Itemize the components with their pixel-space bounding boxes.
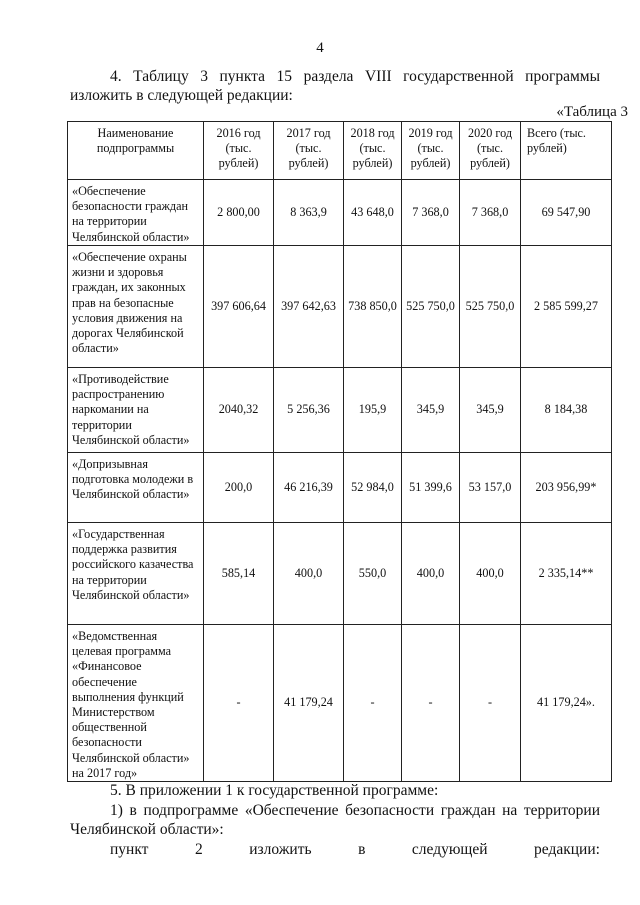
row-name: «Ведомственная целевая программа «Финансовое обеспечение выполнения функций Министерством общественной безопасности Челябинской области» на 2017 год» (68, 625, 204, 782)
cell-2017: 5 256,36 (274, 368, 344, 453)
row-name: «Допризывная подготовка молодежи в Челябинской области» (68, 453, 204, 523)
cell-total: 203 956,99* (521, 453, 612, 523)
cell-total: 41 179,24». (521, 625, 612, 782)
cell-2020: - (460, 625, 521, 782)
cell-2018: 43 648,0 (344, 180, 402, 246)
header-2016: 2016 год (тыс. рублей) (204, 122, 274, 180)
intro-line-1: 4. Таблицу 3 пункта 15 раздела VIII государственной программы (110, 68, 600, 85)
word: следующей (411, 840, 488, 858)
paragraph-5: 5. В приложении 1 к государственной программе: (110, 782, 439, 799)
cell-2020: 400,0 (460, 523, 521, 625)
row-name: «Государственная поддержка развития российского казачества на территории Челябинской области» (68, 523, 204, 625)
cell-2016: 2 800,00 (204, 180, 274, 246)
word: изложить (249, 840, 312, 858)
cell-2017: 41 179,24 (274, 625, 344, 782)
cell-2016: 200,0 (204, 453, 274, 523)
cell-2018: - (344, 625, 402, 782)
header-2020: 2020 год (тыс. рублей) (460, 122, 521, 180)
paragraph-point-2 (70, 840, 600, 860)
cell-2020: 53 157,0 (460, 453, 521, 523)
cell-total: 69 547,90 (521, 180, 612, 246)
header-total: Всего (тыс. рублей) (521, 122, 612, 180)
cell-2016: 585,14 (204, 523, 274, 625)
cell-2018: 550,0 (344, 523, 402, 625)
cell-total: 8 184,38 (521, 368, 612, 453)
intro-paragraph (70, 67, 600, 105)
cell-2019: 345,9 (402, 368, 460, 453)
row-name: «Противодействие распространению наркомании на территории Челябинской области» (68, 368, 204, 453)
header-2017: 2017 год (тыс. рублей) (274, 122, 344, 180)
table-row (68, 368, 612, 453)
cell-2020: 525 750,0 (460, 246, 521, 368)
table-row (68, 180, 612, 246)
cell-2017: 400,0 (274, 523, 344, 625)
table-row (68, 246, 612, 368)
cell-2017: 397 642,63 (274, 246, 344, 368)
header-2018: 2018 год (тыс. рублей) (344, 122, 402, 180)
cell-total: 2 335,14** (521, 523, 612, 625)
cell-2019: 51 399,6 (402, 453, 460, 523)
cell-2020: 7 368,0 (460, 180, 521, 246)
cell-2016: 2040,32 (204, 368, 274, 453)
intro-line-2: изложить в следующей редакции: (70, 87, 293, 104)
table-row (68, 453, 612, 523)
cell-2017: 46 216,39 (274, 453, 344, 523)
cell-2020: 345,9 (460, 368, 521, 453)
header-name: Наименование подпрограммы (68, 122, 204, 180)
cell-2019: 400,0 (402, 523, 460, 625)
paragraph-5-1: 1) в подпрограмме «Обеспечение безопасности граждан на территории Челябинской области»: (70, 801, 600, 838)
cell-2017: 8 363,9 (274, 180, 344, 246)
header-2019: 2019 год (тыс. рублей) (402, 122, 460, 180)
word: пункт (110, 840, 149, 858)
table-row (68, 625, 612, 782)
table-row (68, 523, 612, 625)
cell-2018: 195,9 (344, 368, 402, 453)
cell-2019: 7 368,0 (402, 180, 460, 246)
table-caption: «Таблица 3 (556, 104, 628, 120)
cell-2016: - (204, 625, 274, 782)
subprograms-table (67, 121, 612, 782)
cell-total: 2 585 599,27 (521, 246, 612, 368)
cell-2019: - (402, 625, 460, 782)
cell-2018: 52 984,0 (344, 453, 402, 523)
row-name: «Обеспечение безопасности граждан на территории Челябинской области» (68, 180, 204, 246)
cell-2016: 397 606,64 (204, 246, 274, 368)
word: редакции: (534, 840, 600, 858)
following-text (70, 781, 600, 859)
word: в (358, 840, 366, 858)
row-name: «Обеспечение охраны жизни и здоровья граждан, их законных прав на безопасные условия движения на дорогах Челябинской области» (68, 246, 204, 368)
cell-2018: 738 850,0 (344, 246, 402, 368)
page-number: 4 (316, 40, 324, 56)
word: 2 (194, 840, 203, 858)
cell-2019: 525 750,0 (402, 246, 460, 368)
table-header-row (68, 122, 612, 180)
